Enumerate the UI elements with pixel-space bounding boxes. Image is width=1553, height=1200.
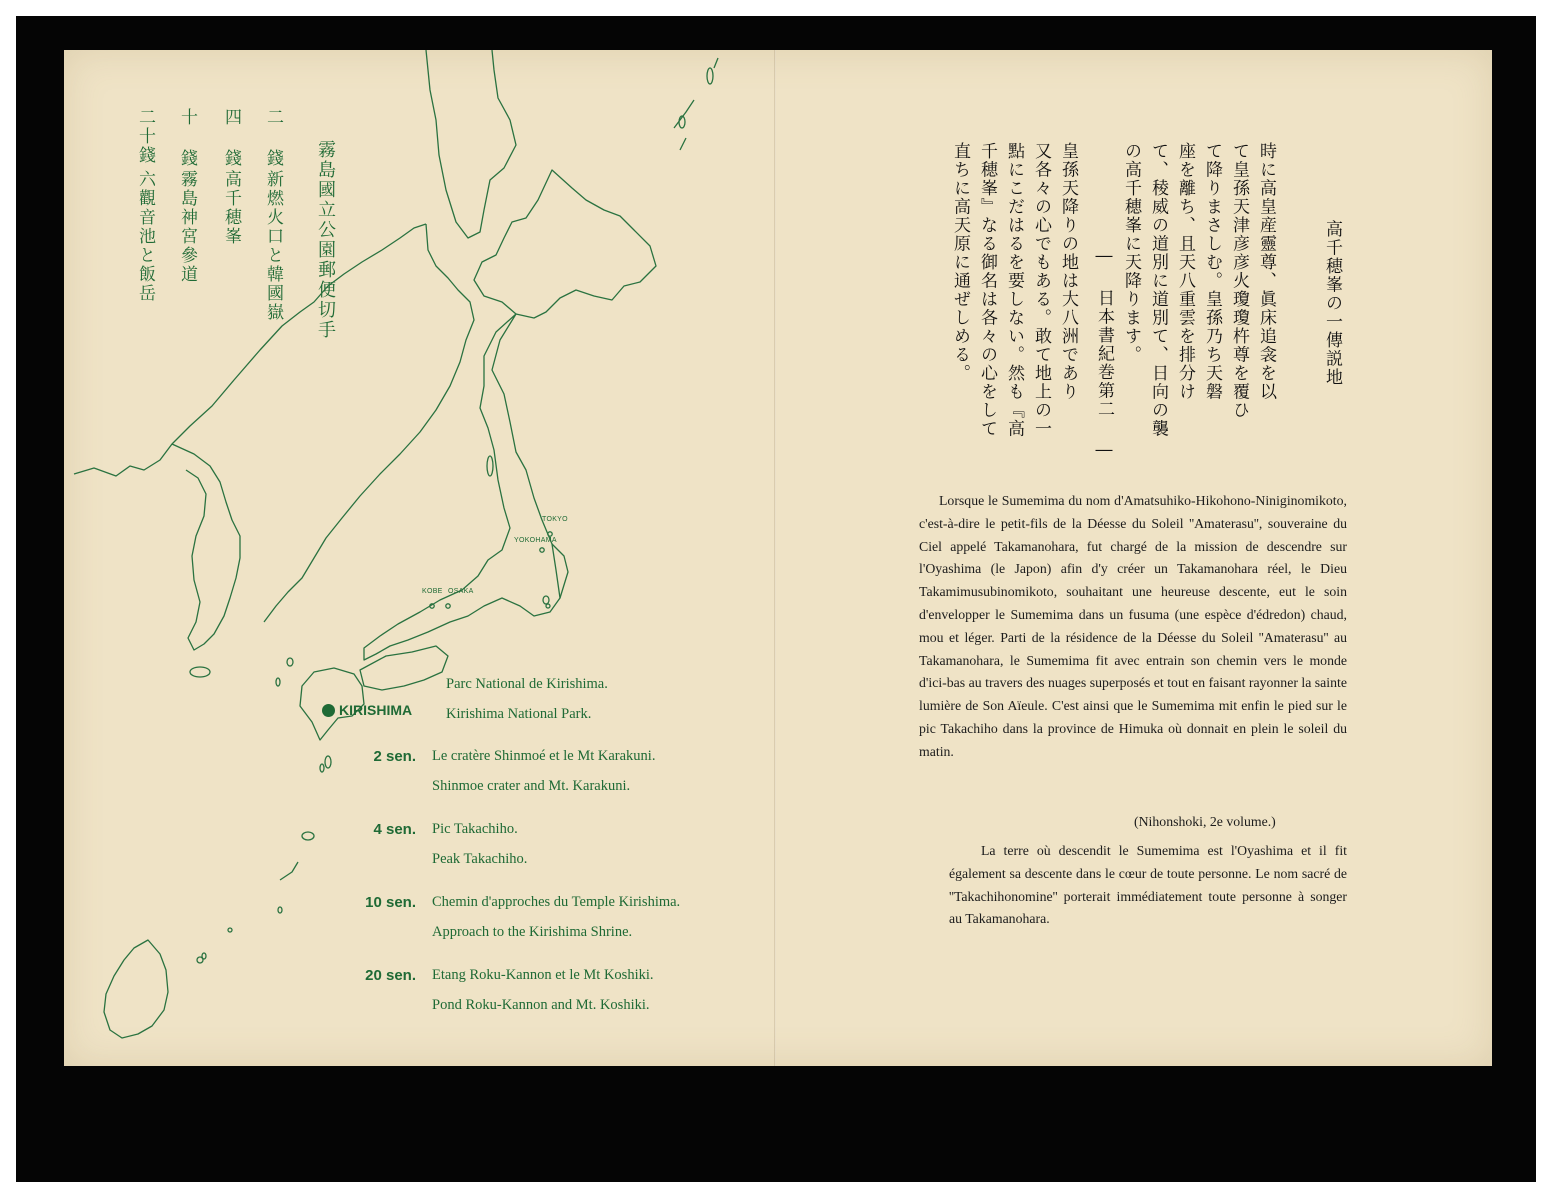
map-label-kobe: KOBE — [422, 588, 443, 595]
stamp-desc-fr: Etang Roku-Kannon et le Mt Koshiki. — [432, 967, 654, 983]
stamp-desc-fr: Pic Takachiho. — [432, 821, 518, 837]
location-dot-icon — [322, 704, 335, 717]
jp-stamp-den-2: 四 錢 — [221, 108, 241, 168]
jp-legend-source: ― 日本書紀巻第二 ― — [1094, 246, 1114, 462]
map-label-osaka: OSAKA — [448, 588, 474, 595]
stamp-value: 2 sen. — [373, 748, 416, 765]
french-legend-paragraph-1 — [919, 490, 1347, 764]
kirishima-marker — [322, 702, 412, 718]
stamp-folder-card — [64, 50, 1492, 1066]
jp-legend-line-10: 點にこだはるを要しない。然も『高 — [1004, 142, 1024, 438]
jp-legend-line-2: て皇孫天津彦彦火瓊瓊杵尊を覆ひ — [1229, 142, 1249, 420]
map-label-tokyo: TOKYO — [542, 516, 568, 523]
jp-stamp-den-4: 二十錢 — [135, 108, 155, 165]
jp-stamp-den-1: 二 錢 — [263, 108, 283, 168]
jp-legend-title: 高千穂峯の一傳説地 — [1322, 220, 1342, 387]
french-legend-text-1: Lorsque le Sumemima du nom d'Amatsuhiko-Hikohono-Niniginomikoto, c'est-à-dire le petit-fils de la Déesse du Soleil ''Amaterasu'', souveraine du Ciel appelé Takamanohara, fut chargé de la mission de descendre sur l'Oyashima (le Japon) afin d'y créer un Takamanohara réel, le Dieu Takamimusubinomikoto, souhaitant une heureuse descente, eut le soin d'envelopper le Sumemima dans un fusuma (une espèce d'édredon) chaud, mou et léger. Parti de la résidence de la Déesse du Soleil ''Amaterasu'' au Takamanohara, le Sumemima fit avec entrain son chemin vers le monde d'ici-bas au travers des nuages superposés et tout en faisant rayonner la sainte lumière de Son Aïeule. C'est ainsi que le Sumemima mit enfin le pied sur le pic Takachiho dans la province de Himuka où donnait en plein le soleil du matin. — [919, 493, 1347, 759]
jp-stamp-den-3: 十 錢 — [177, 108, 197, 168]
japan-outline-map — [64, 50, 774, 1066]
stamp-value: 20 sen. — [365, 967, 416, 984]
french-legend-text-2: La terre où descendit le Sumemima est l'Oyashima et il fit également sa descente dans le cœur de toute personne. Le nom sacré de ''Takachihonomine'' porterait immédiatement toute personne à songer au Takamanohara. — [949, 843, 1347, 927]
park-title-fr: Parc National de Kirishima. — [446, 676, 608, 692]
french-legend-paragraph-2 — [949, 840, 1347, 931]
jp-legend-line-11: 千穂峯』なる御名は各々の心をして — [977, 142, 997, 438]
jp-stamp-desc-2: 高千穂峯 — [221, 170, 241, 246]
stamp-desc-fr: Le cratère Shinmoé et le Mt Karakuni. — [432, 748, 656, 764]
park-title-en: Kirishima National Park. — [446, 706, 592, 722]
stamp-desc-fr: Chemin d'approches du Temple Kirishima. — [432, 894, 681, 910]
kirishima-label: KIRISHIMA — [339, 702, 413, 718]
stamp-desc-en: Peak Takachiho. — [432, 851, 528, 867]
center-fold — [774, 50, 776, 1066]
stamp-desc-en: Pond Roku-Kannon and Mt. Koshiki. — [432, 997, 650, 1013]
stamp-desc-en: Shinmoe crater and Mt. Karakuni. — [432, 778, 631, 794]
jp-legend-line-9: 又各々の心でもある。敢て地上の一 — [1031, 142, 1051, 438]
stamp-value: 10 sen. — [365, 894, 416, 911]
map-label-yokohama: YOKOHAMA — [514, 537, 557, 544]
jp-stamp-desc-3: 霧島神宮參道 — [177, 170, 197, 284]
jp-legend-line-6: の高千穂峯に天降ります。 — [1121, 142, 1141, 364]
jp-legend-line-1: 時に高皇産靈尊、眞床追衾を以 — [1256, 142, 1276, 401]
french-legend-citation: (Nihonshoki, 2e volume.) — [1134, 814, 1276, 829]
jp-legend-line-4: 座を離ち、且天八重雲を排分け — [1175, 142, 1195, 401]
jp-legend-line-8: 皇孫天降りの地は大八洲であり — [1058, 142, 1078, 401]
jp-legend-line-5: て、稜威の道別に道別て、日向の襲 — [1148, 142, 1168, 438]
jp-folder-title: 霧島國立公園郵便切手 — [315, 140, 336, 340]
jp-legend-line-12: 直ちに高天原に通ぜしめる。 — [950, 142, 970, 383]
stamp-desc-en: Approach to the Kirishima Shrine. — [432, 924, 633, 940]
jp-stamp-desc-4: 六觀音池と飯岳 — [135, 170, 155, 303]
stamp-value: 4 sen. — [373, 821, 416, 838]
jp-stamp-desc-1: 新燃火口と韓國嶽 — [263, 170, 283, 322]
jp-legend-line-3: て降りまさしむ。皇孫乃ち天磐 — [1202, 142, 1222, 401]
